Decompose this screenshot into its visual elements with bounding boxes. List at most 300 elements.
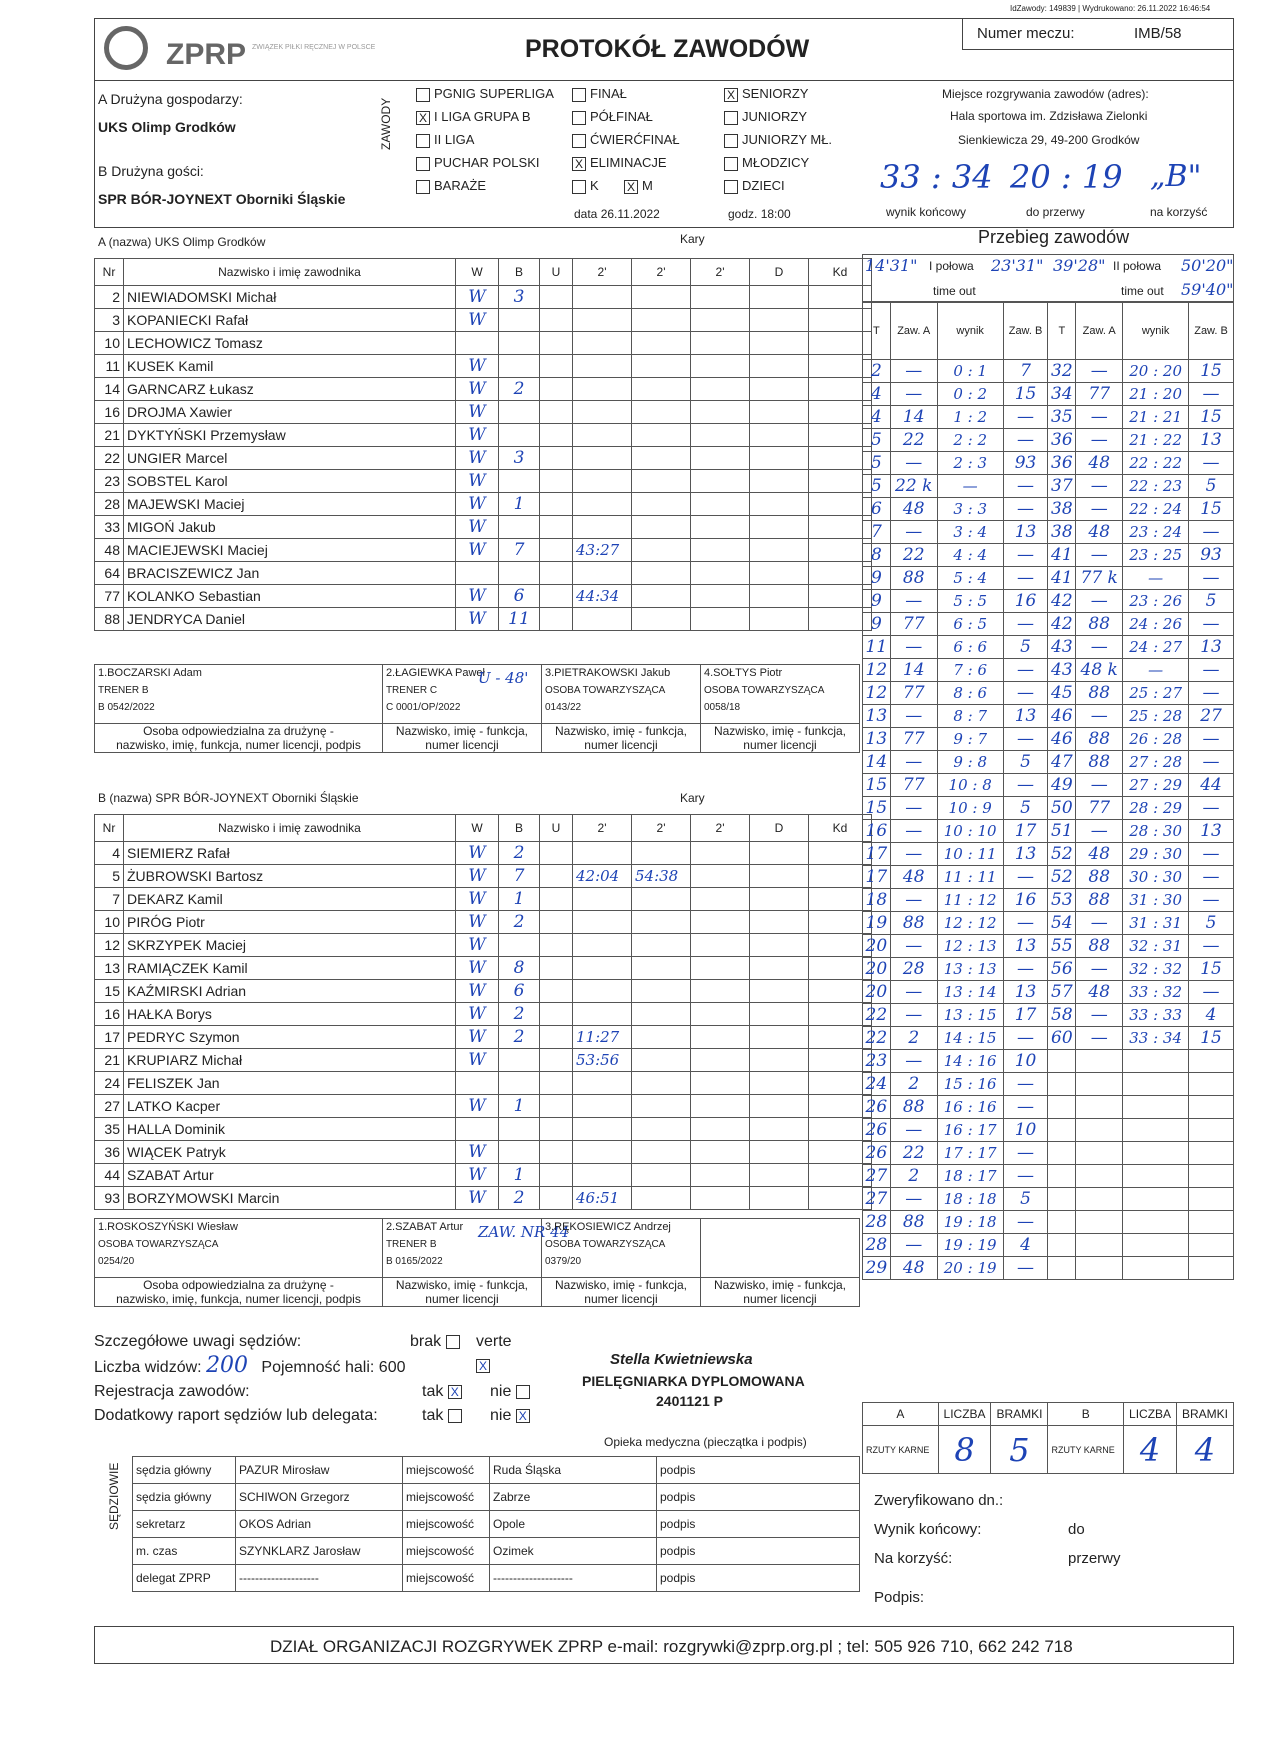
official-role: OSOBA TOWARZYSZĄCA — [544, 685, 666, 696]
progress-b1: — — [1003, 1142, 1048, 1165]
player-nr: 48 — [95, 539, 124, 562]
player-u — [540, 355, 573, 378]
player-goals: 6 — [499, 980, 540, 1003]
progress-a1: 48 — [890, 866, 937, 889]
progress-b1: 17 — [1003, 1004, 1048, 1027]
player-goals — [499, 332, 540, 355]
progress-score2: 27 : 28 — [1123, 751, 1189, 774]
player-row — [95, 309, 872, 332]
match-no: IMB/58 — [1134, 25, 1182, 42]
player-row — [95, 865, 872, 888]
progress-a1: — — [890, 705, 937, 728]
progress-b2: 27 — [1189, 705, 1234, 728]
category-row[interactable] — [724, 132, 832, 155]
progress-score1: 3 : 4 — [937, 521, 1003, 544]
progress-b2 — [1189, 1211, 1234, 1234]
progress-t1: 17 — [863, 843, 891, 866]
player-row — [95, 608, 872, 631]
progress-a1: 77 — [890, 613, 937, 636]
official-licence: 0143/22 — [544, 702, 582, 713]
progress-t1: 22 — [863, 1027, 891, 1050]
player-nr: 77 — [95, 585, 124, 608]
level-checkbox[interactable] — [416, 157, 430, 171]
player-u — [540, 1095, 573, 1118]
off-caption — [541, 724, 700, 753]
ref-spacer — [100, 1538, 133, 1565]
player-nr: 33 — [95, 516, 124, 539]
progress-t2: 43 — [1048, 636, 1076, 659]
progress-score1: 2 : 3 — [937, 452, 1003, 475]
player-row — [95, 447, 872, 470]
progress-row — [863, 1234, 1234, 1257]
player-u — [540, 309, 573, 332]
official-name: 3.PIETRAKOWSKI Jakub — [544, 667, 671, 679]
category-label: MŁODZICY — [742, 155, 810, 170]
rap-tak-checkbox[interactable] — [448, 1409, 462, 1423]
player-goals — [499, 1141, 540, 1164]
player-goals — [499, 1049, 540, 1072]
level-row[interactable] — [416, 86, 554, 109]
official-name: 1.BOCZARSKI Adam — [98, 667, 202, 679]
progress-t2 — [1048, 1142, 1076, 1165]
progress-t1: 8 — [863, 544, 891, 567]
official-name: 4.SOŁTYS Piotr — [703, 667, 783, 679]
progress-a2: 77 — [1076, 797, 1123, 820]
player-2min-1: 11:27 — [573, 1026, 632, 1049]
player-row — [95, 1072, 872, 1095]
official-role: TRENER C — [385, 685, 438, 696]
category-label: DZIECI — [742, 178, 785, 193]
phase-row[interactable] — [572, 155, 680, 178]
progress-b1: — — [1003, 1096, 1048, 1119]
phase-row[interactable] — [572, 86, 680, 109]
player-row — [95, 957, 872, 980]
player-d — [750, 332, 809, 355]
category-row[interactable] — [724, 155, 832, 178]
progress-row — [863, 843, 1234, 866]
progress-a2 — [1076, 1073, 1123, 1096]
progress-score1: 4 : 4 — [937, 544, 1003, 567]
player-w: W — [456, 355, 499, 378]
player-u — [540, 1049, 573, 1072]
progress-b1: — — [1003, 475, 1048, 498]
player-2min-3 — [691, 516, 750, 539]
official-role: OSOBA TOWARZYSZĄCA — [703, 685, 825, 696]
player-u — [540, 378, 573, 401]
player-goals: 2 — [499, 1003, 540, 1026]
player-w: W — [456, 888, 499, 911]
off-caption — [382, 724, 541, 753]
progress-score1: 5 : 5 — [937, 590, 1003, 613]
level-checkbox[interactable] — [416, 134, 430, 148]
progress-a2: 88 — [1076, 751, 1123, 774]
team-a-officials — [94, 664, 860, 753]
progress-row — [863, 912, 1234, 935]
verte-checkbox[interactable]: X — [476, 1359, 490, 1373]
player-2min-2 — [632, 842, 691, 865]
progress-score1: 7 : 6 — [937, 659, 1003, 682]
player-2min-3 — [691, 470, 750, 493]
player-name: LATKO Kacper — [124, 1095, 456, 1118]
progress-b2: — — [1189, 751, 1234, 774]
progress-a2: 77 k — [1076, 567, 1123, 590]
progress-a1: 14 — [890, 659, 937, 682]
ref-role: sędzia główny — [133, 1484, 236, 1511]
player-w — [456, 562, 499, 585]
ref-name: -------------------- — [236, 1565, 403, 1592]
off-caption-3: Nazwisko, imię - funkcja, — [554, 724, 687, 738]
progress-b1: — — [1003, 406, 1048, 429]
progress-row — [863, 728, 1234, 751]
player-goals — [499, 1118, 540, 1141]
progress-score2: 23 : 26 — [1123, 590, 1189, 613]
verify-half: do przerwy — [1068, 1521, 1121, 1567]
ref-city-label: miejscowość — [403, 1511, 490, 1538]
brak-checkbox[interactable] — [446, 1335, 460, 1349]
player-name: WIĄCEK Patryk — [124, 1141, 456, 1164]
progress-score2 — [1123, 1142, 1189, 1165]
progress-a2: 48 k — [1076, 659, 1123, 682]
off-caption-4: numer licencji — [584, 738, 658, 752]
player-nr: 5 — [95, 865, 124, 888]
progress-b1: — — [1003, 728, 1048, 751]
player-2min-2 — [632, 1095, 691, 1118]
progress-b1: — — [1003, 912, 1048, 935]
progress-a1: 48 — [890, 498, 937, 521]
ref-sign-label: podpis — [657, 1484, 860, 1511]
player-2min-2 — [632, 562, 691, 585]
progress-a1: 88 — [890, 567, 937, 590]
level-row[interactable] — [416, 155, 554, 178]
progress-a2: 88 — [1076, 728, 1123, 751]
player-goals — [499, 470, 540, 493]
level-row[interactable] — [416, 109, 554, 132]
progress-row — [863, 521, 1234, 544]
level-row[interactable] — [416, 132, 554, 155]
player-2min-1 — [573, 562, 632, 585]
player-w — [456, 1118, 499, 1141]
ref-role: sędzia główny — [133, 1457, 236, 1484]
gender-k-checkbox[interactable] — [572, 180, 586, 194]
off-caption-3: Nazwisko, imię - funkcja, — [554, 1278, 687, 1292]
category-checkbox[interactable] — [724, 157, 738, 171]
level-checkbox[interactable] — [416, 88, 430, 102]
player-u — [540, 470, 573, 493]
progress-score2: 24 : 27 — [1123, 636, 1189, 659]
player-nr: 12 — [95, 934, 124, 957]
progress-a2: — — [1076, 406, 1123, 429]
progress-a2: 48 — [1076, 452, 1123, 475]
off-caption — [382, 1278, 541, 1307]
player-2min-1 — [573, 309, 632, 332]
player-w: W — [456, 1026, 499, 1049]
referee-row — [100, 1511, 860, 1538]
id-line: IdZawody: 149839 | Wydrukowano: 26.11.2022 16:46:54 — [1010, 4, 1211, 13]
player-2min-2 — [632, 309, 691, 332]
stamp-line1: Stella Kwietniewska — [610, 1351, 753, 1368]
category-label: JUNIORZY — [742, 109, 807, 124]
player-d — [750, 1095, 809, 1118]
category-checkbox[interactable]: X — [724, 88, 738, 102]
player-2min-2 — [632, 332, 691, 355]
progress-t2 — [1048, 1234, 1076, 1257]
progress-score2: 22 : 22 — [1123, 452, 1189, 475]
player-2min-3 — [691, 888, 750, 911]
ref-name: SCHIWON Grzegorz — [236, 1484, 403, 1511]
progress-a1: — — [890, 843, 937, 866]
progress-a2: — — [1076, 498, 1123, 521]
team-a-table — [94, 258, 872, 631]
progress-t2: 41 — [1048, 544, 1076, 567]
player-d — [750, 470, 809, 493]
player-row — [95, 424, 872, 447]
progress-row — [863, 590, 1234, 613]
official-cell — [382, 665, 541, 724]
progress-b1: 13 — [1003, 843, 1048, 866]
progress-t1: 23 — [863, 1050, 891, 1073]
player-goals — [499, 934, 540, 957]
verify-winner: Na korzyść: — [874, 1550, 953, 1567]
player-w: W — [456, 1049, 499, 1072]
category-checkbox[interactable] — [724, 180, 738, 194]
player-2min-3 — [691, 378, 750, 401]
away-team: SPR BÓR-JOYNEXT Oborniki Śląskie — [98, 191, 346, 207]
player-name: KOPANIECKI Rafał — [124, 309, 456, 332]
phase-row[interactable] — [572, 132, 680, 155]
nie-label: nie — [490, 1383, 512, 1400]
progress-score1: 8 : 6 — [937, 682, 1003, 705]
progress-a2: 77 — [1076, 383, 1123, 406]
home-label: A Drużyna gospodarzy: — [98, 91, 243, 107]
progress-b1: 13 — [1003, 935, 1048, 958]
phase-checkbox[interactable] — [572, 111, 586, 125]
col-2min: 2' — [632, 815, 691, 842]
progress-score1: 17 : 17 — [937, 1142, 1003, 1165]
progress-score2: 33 : 32 — [1123, 981, 1189, 1004]
progress-t2: 52 — [1048, 843, 1076, 866]
official-name: 2.SZABAT Artur — [385, 1221, 464, 1233]
off-caption-3: Nazwisko, imię - funkcja, — [395, 1278, 528, 1292]
player-2min-3 — [691, 1141, 750, 1164]
player-goals: 1 — [499, 493, 540, 516]
progress-score2: 22 : 24 — [1123, 498, 1189, 521]
widzow-label: Liczba widzów: — [94, 1359, 202, 1376]
official-cell — [541, 1219, 700, 1278]
player-2min-1 — [573, 1003, 632, 1026]
category-row[interactable] — [724, 109, 832, 132]
ref-sign-label: podpis — [657, 1538, 860, 1565]
official-name: 3.RĘKOSIEWICZ Andrzej — [544, 1221, 671, 1233]
categories-list — [724, 86, 832, 201]
stamp-line2: PIELĘGNIARKA DYPLOMOWANA — [582, 1373, 805, 1389]
level-label: PUCHAR POLSKI — [434, 155, 540, 170]
player-name: RAMIĄCZEK Kamil — [124, 957, 456, 980]
player-w: W — [456, 1187, 499, 1210]
progress-row — [863, 636, 1234, 659]
progress-a2: — — [1076, 636, 1123, 659]
progress-row — [863, 452, 1234, 475]
logo-sub: ZWIĄZEK PIŁKI RĘCZNEJ W POLSCE — [252, 44, 376, 51]
progress-t2: 36 — [1048, 452, 1076, 475]
progress-score1: 6 : 6 — [937, 636, 1003, 659]
player-name: NIEWIADOMSKI Michał — [124, 286, 456, 309]
player-goals: 6 — [499, 585, 540, 608]
phase-checkbox[interactable] — [572, 134, 586, 148]
progress-t1: 24 — [863, 1073, 891, 1096]
progress-score2: 26 : 28 — [1123, 728, 1189, 751]
progress-score2: 27 : 29 — [1123, 774, 1189, 797]
player-2min-1: 42:04 — [573, 865, 632, 888]
progress-b1: 93 — [1003, 452, 1048, 475]
zprp-logo-icon — [104, 26, 148, 70]
progress-b1: 10 — [1003, 1119, 1048, 1142]
phase-checkbox[interactable] — [572, 88, 586, 102]
progress-b1: 5 — [1003, 636, 1048, 659]
progress-t1: 12 — [863, 659, 891, 682]
player-2min-1 — [573, 1095, 632, 1118]
player-d — [750, 516, 809, 539]
off-caption — [700, 1278, 859, 1307]
rap-nie-checkbox[interactable]: X — [516, 1409, 530, 1423]
ref-spacer — [100, 1565, 133, 1592]
official-role: OSOBA TOWARZYSZĄCA — [98, 1239, 219, 1250]
category-row[interactable] — [724, 86, 832, 109]
player-w: W — [456, 424, 499, 447]
progress-score1: 2 : 2 — [937, 429, 1003, 452]
player-2min-1 — [573, 957, 632, 980]
phase-row[interactable] — [572, 109, 680, 132]
progress-score1: 12 : 13 — [937, 935, 1003, 958]
player-2min-1 — [573, 286, 632, 309]
levels-list — [416, 86, 554, 201]
timeout-2-time: 59'40" — [1181, 280, 1234, 299]
h1-end: 23'31" — [991, 256, 1044, 275]
col-2min: 2' — [691, 815, 750, 842]
progress-t1: 11 — [863, 636, 891, 659]
player-2min-2 — [632, 1072, 691, 1095]
player-d — [750, 286, 809, 309]
pen-bramki: BRAMKI — [991, 1403, 1048, 1426]
progress-a1: — — [890, 1119, 937, 1142]
player-w: W — [456, 539, 499, 562]
rej-nie-checkbox[interactable] — [516, 1385, 530, 1399]
player-row — [95, 378, 872, 401]
progress-score1: 1 : 2 — [937, 406, 1003, 429]
player-2min-3 — [691, 447, 750, 470]
progress-t1: 6 — [863, 498, 891, 521]
progress-b2: — — [1189, 383, 1234, 406]
progress-b2 — [1189, 1119, 1234, 1142]
winner: „B" — [1150, 159, 1202, 194]
rej-tak-checkbox[interactable]: X — [448, 1385, 462, 1399]
official-cell — [700, 665, 859, 724]
player-goals: 2 — [499, 911, 540, 934]
player-w: W — [456, 980, 499, 1003]
progress-b1: 15 — [1003, 383, 1048, 406]
page-title: PROTOKÓŁ ZAWODÓW — [525, 35, 810, 63]
progress-a2 — [1076, 1211, 1123, 1234]
official-licence: 0058/18 — [703, 702, 741, 713]
progress-b2: 13 — [1189, 636, 1234, 659]
progress-score1: 0 : 2 — [937, 383, 1003, 406]
pen-b-bramki: 4 — [1176, 1426, 1233, 1474]
player-w: W — [456, 911, 499, 934]
progress-a1: 48 — [890, 1257, 937, 1280]
progress-score2: 33 : 33 — [1123, 1004, 1189, 1027]
player-2min-2 — [632, 401, 691, 424]
nie-label: nie — [490, 1407, 512, 1424]
progress-t2: 54 — [1048, 912, 1076, 935]
progress-t1: 14 — [863, 751, 891, 774]
level-checkbox[interactable] — [416, 180, 430, 194]
level-checkbox[interactable]: X — [416, 111, 430, 125]
raport-label: Dodatkowy raport sędziów lub delegata: — [94, 1407, 378, 1424]
progress-b2 — [1189, 1050, 1234, 1073]
progress-a1: 77 — [890, 682, 937, 705]
progress-score2: 21 : 20 — [1123, 383, 1189, 406]
progress-b1: — — [1003, 682, 1048, 705]
player-w: W — [456, 865, 499, 888]
progress-a2: 88 — [1076, 889, 1123, 912]
player-d — [750, 1049, 809, 1072]
level-row[interactable] — [416, 178, 554, 201]
player-d — [750, 1164, 809, 1187]
player-u — [540, 401, 573, 424]
progress-row — [863, 1073, 1234, 1096]
progress-score2: 24 : 26 — [1123, 613, 1189, 636]
phase-checkbox[interactable]: X — [572, 157, 586, 171]
player-row — [95, 1141, 872, 1164]
progress-b2: — — [1189, 567, 1234, 590]
progress-t2 — [1048, 1257, 1076, 1280]
phase-label: ĆWIERĆFINAŁ — [590, 132, 680, 147]
player-2min-1 — [573, 378, 632, 401]
category-checkbox[interactable] — [724, 134, 738, 148]
player-2min-2 — [632, 1003, 691, 1026]
progress-b1: — — [1003, 544, 1048, 567]
progress-b2: 15 — [1189, 1027, 1234, 1050]
match-date: data 26.11.2022 — [574, 207, 660, 221]
progress-score1: 14 : 15 — [937, 1027, 1003, 1050]
official-note: U - 48' — [477, 669, 529, 687]
progress-t2 — [1048, 1165, 1076, 1188]
progress-score2 — [1123, 1096, 1189, 1119]
player-u — [540, 934, 573, 957]
player-name: MAJEWSKI Maciej — [124, 493, 456, 516]
player-2min-1 — [573, 516, 632, 539]
player-w: W — [456, 309, 499, 332]
gender-row — [572, 178, 680, 201]
progress-score2 — [1123, 1165, 1189, 1188]
player-name: KUSEK Kamil — [124, 355, 456, 378]
gender-m-checkbox[interactable]: X — [624, 180, 638, 194]
progress-t2 — [1048, 1096, 1076, 1119]
level-label: BARAŻE — [434, 178, 487, 193]
player-w — [456, 1072, 499, 1095]
player-2min-3 — [691, 1118, 750, 1141]
player-2min-1 — [573, 980, 632, 1003]
category-row[interactable] — [724, 178, 832, 201]
progress-b2: 4 — [1189, 1004, 1234, 1027]
category-checkbox[interactable] — [724, 111, 738, 125]
pojemnosc: Pojemność hali: 600 — [261, 1359, 406, 1376]
player-2min-3 — [691, 539, 750, 562]
level-label: I LIGA GRUPA B — [434, 109, 531, 124]
progress-score2 — [1123, 1211, 1189, 1234]
player-2min-2 — [632, 516, 691, 539]
level-label: II LIGA — [434, 132, 475, 147]
progress-a1: 77 — [890, 728, 937, 751]
